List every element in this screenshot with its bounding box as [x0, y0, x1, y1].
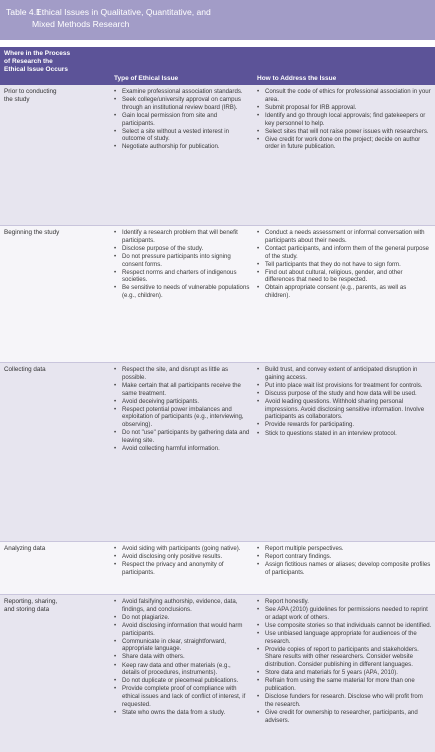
issue-item: • Respect potential power imbalances and exploitation of participants (e.g., interviewing, observing).	[122, 406, 250, 429]
issue-item: • Avoid collecting harmful information.	[122, 445, 250, 453]
table-row	[0, 595, 435, 752]
address-item: • Give credit for ownership to researcher, participants, and advisers.	[265, 709, 432, 724]
address-item: • Avoid leading questions. Withhold sharing personal impressions. Avoid disclosing sensitive information. Involve participants as collaborators.	[265, 398, 432, 421]
stage-cell	[0, 226, 110, 362]
table-title-line-1	[6, 6, 427, 18]
address-item: • Identify and go through local approvals; find gatekeepers or key personnel to help.	[265, 112, 432, 127]
table-row	[0, 226, 435, 362]
stage-line: the study	[4, 96, 30, 103]
issue-item: • Make certain that all participants receive the same treatment.	[122, 382, 250, 397]
table-header-row	[0, 47, 435, 85]
table-row	[0, 542, 435, 594]
address-item: • See APA (2010) guidelines for permissions needed to reprint or adapt work of others.	[265, 606, 432, 621]
issue-item: • Keep raw data and other materials (e.g., details of procedures, instruments).	[122, 662, 250, 677]
stage-cell	[0, 363, 110, 541]
address-item: • Provide rewards for participating.	[265, 421, 432, 429]
issue-item: • Do not plagiarize.	[122, 614, 250, 622]
address-item: • Report contrary findings.	[265, 553, 432, 561]
address-item: • Build trust, and convey extent of anticipated disruption in gaining access.	[265, 366, 432, 381]
address-item: • Consult the code of ethics for professional association in your area.	[265, 88, 432, 103]
stage-cell	[0, 595, 110, 752]
issue-item: • Avoid disclosing information that would harm participants.	[122, 622, 250, 637]
issue-item: • Share data with others.	[122, 653, 250, 661]
address-item: • Assign fictitious names or aliases; develop composite profiles of participants.	[265, 561, 432, 576]
header-type: Type of Ethical Issue	[114, 75, 179, 82]
issue-list	[110, 363, 253, 541]
address-item: • Provide copies of report to participants and stakeholders. Share results with other researchers. Consider website distribution. Consider publishing in different languages.	[265, 646, 432, 669]
address-item: • Submit proposal for IRB approval.	[265, 104, 432, 112]
stage-line: Reporting, sharing,	[4, 598, 58, 605]
issue-list	[110, 542, 253, 594]
table-title-line-2: Mixed Methods Research	[32, 19, 130, 29]
address-item: • Disclose funders for research. Disclose who will profit from the research.	[265, 693, 432, 708]
header-address: How to Address the Issue	[257, 75, 337, 82]
issue-item: • Respect the site, and disrupt as little as possible.	[122, 366, 250, 381]
address-item: • Refrain from using the same material for more than one publication.	[265, 677, 432, 692]
address-list	[253, 226, 435, 362]
header-stage-line: of Research the	[4, 58, 53, 66]
address-item: • Find out about cultural, religious, gender, and other differences that need to be respected.	[265, 269, 432, 284]
address-item: • Store data and materials for 5 years (APA, 2010).	[265, 669, 432, 677]
address-item: • Obtain appropriate consent (e.g., parents, as well as children).	[265, 284, 432, 299]
stage-line: Analyzing data	[4, 545, 46, 552]
table-number: Table 4.1	[6, 7, 41, 17]
header-stage-line: Ethical Issue Occurs	[4, 66, 68, 74]
issue-item: • Avoid falsifying authorship, evidence, data, findings, and conclusions.	[122, 598, 250, 613]
issue-list	[110, 595, 253, 752]
address-item: • Tell participants that they do not have to sign form.	[265, 261, 432, 269]
address-item: • Conduct a needs assessment or informal conversation with participants about their needs.	[265, 229, 432, 244]
issue-item: • Avoid deceiving participants.	[122, 398, 250, 406]
issue-item: • Be sensitive to needs of vulnerable populations (e.g., children).	[122, 284, 250, 299]
issue-item: • Do not pressure participants into signing consent forms.	[122, 253, 250, 268]
header-stage	[0, 47, 110, 87]
address-item: • Give credit for work done on the project; decide on author order in future publication.	[265, 136, 432, 151]
issue-item: • Gain local permission from site and participants.	[122, 112, 250, 127]
issue-item: • Avoid disclosing only positive results.	[122, 553, 250, 561]
issue-item: • Avoid siding with participants (going native).	[122, 545, 250, 553]
table-row	[0, 363, 435, 541]
stage-cell	[0, 542, 110, 594]
issue-item: • Identify a research problem that will benefit participants.	[122, 229, 250, 244]
issue-item: • Select a site without a vested interest in outcome of study.	[122, 128, 250, 143]
address-list	[253, 542, 435, 594]
stage-line: Beginning the study	[4, 229, 60, 236]
address-item: • Put into place wait list provisions for treatment for controls.	[265, 382, 432, 390]
header-stage-line: Where in the Process	[4, 50, 71, 57]
issue-item: • Examine professional association standards.	[122, 88, 250, 96]
address-item: • Use unbiased language appropriate for audiences of the research.	[265, 630, 432, 645]
address-item: • Use composite stories so that individuals cannot be identified.	[265, 622, 432, 630]
address-list	[253, 363, 435, 541]
address-item: • Stick to questions stated in an interview protocol.	[265, 430, 432, 438]
address-list	[253, 85, 435, 225]
issue-item: • Provide complete proof of compliance with ethical issues and lack of conflict of interest, if requested.	[122, 685, 250, 708]
address-item: • Contact participants, and inform them of the general purpose of the study.	[265, 245, 432, 260]
issue-list	[110, 226, 253, 362]
table-title-bar	[0, 0, 435, 40]
table-body	[0, 85, 435, 752]
issue-list	[110, 85, 253, 225]
stage-line: Collecting data	[4, 366, 46, 373]
ethics-table	[0, 47, 435, 752]
address-item: • Report multiple perspectives.	[265, 545, 432, 553]
address-item: • Select sites that will not raise power issues with researchers.	[265, 128, 432, 136]
issue-item: • Disclose purpose of the study.	[122, 245, 250, 253]
stage-line: and storing data	[4, 606, 50, 613]
issue-item: • Respect norms and charters of indigenous societies.	[122, 269, 250, 284]
issue-item: • Respect the privacy and anonymity of participants.	[122, 561, 250, 576]
issue-item: • Communicate in clear, straightforward, appropriate language.	[122, 638, 250, 653]
issue-item: • Do not "use" participants by gathering data and leaving site.	[122, 429, 250, 444]
stage-cell	[0, 85, 110, 225]
table-row	[0, 85, 435, 225]
stage-line: Prior to conducting	[4, 88, 57, 95]
address-list	[253, 595, 435, 752]
issue-item: • Seek college/university approval on campus through an institutional review board (IRB).	[122, 96, 250, 111]
address-item: • Report honestly.	[265, 598, 432, 606]
issue-item: • Do not duplicate or piecemeal publications.	[122, 677, 250, 685]
issue-item: • Negotiate authorship for publication.	[122, 143, 250, 151]
table-title-text: Ethical Issues in Qualitative, Quantitative, and	[36, 7, 211, 17]
address-item: • Discuss purpose of the study and how data will be used.	[265, 390, 432, 398]
issue-item: • State who owns the data from a study.	[122, 709, 250, 717]
